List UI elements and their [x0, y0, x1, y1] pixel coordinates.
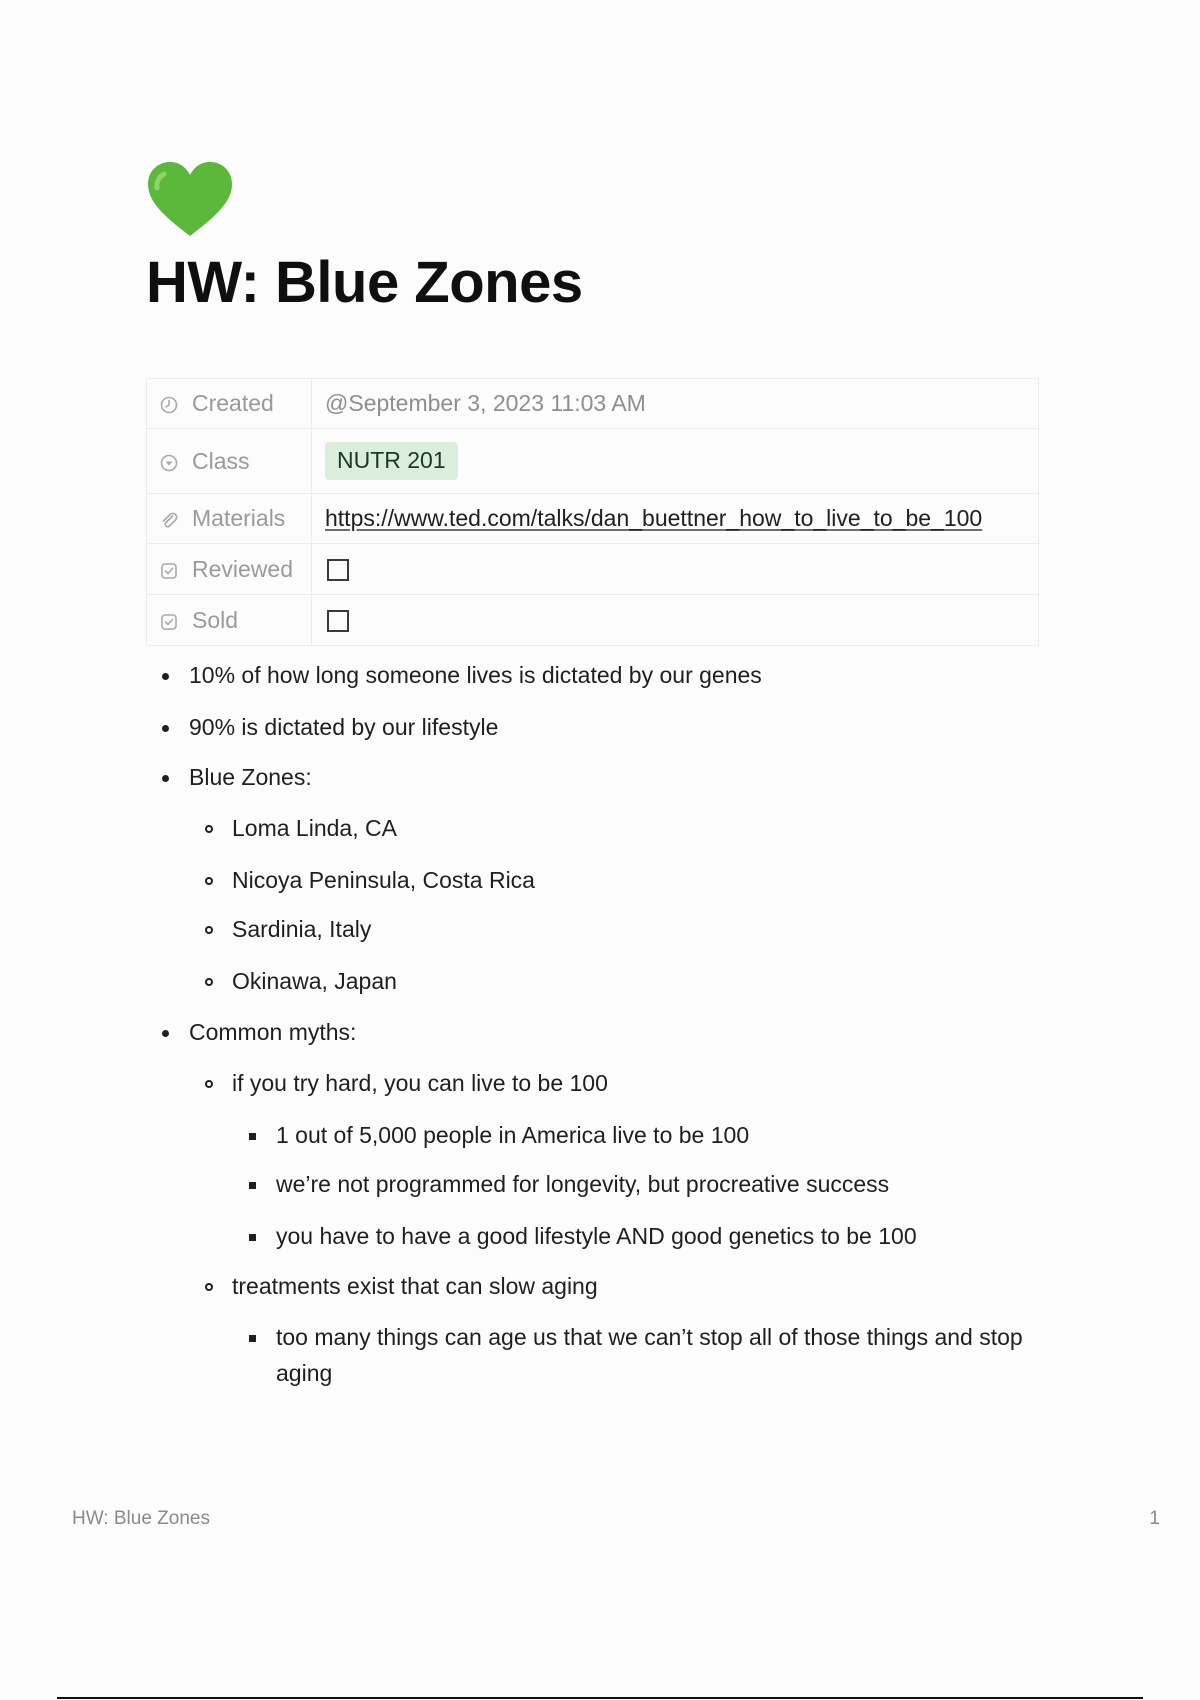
select-icon — [160, 454, 178, 472]
property-row-sold — [147, 595, 1039, 646]
bullet-circle — [205, 926, 213, 934]
created-value[interactable]: @September 3, 2023 11:03 AM — [312, 379, 1039, 429]
clock-icon — [160, 396, 178, 414]
property-label-class: Class — [192, 447, 250, 474]
bullet-circle — [205, 978, 213, 986]
bullet-square — [249, 1335, 256, 1342]
bullet-disc — [162, 673, 169, 680]
property-row-reviewed — [147, 544, 1039, 595]
property-row-class — [147, 429, 1039, 494]
bullet-circle — [205, 825, 213, 833]
bullet-circle — [205, 1283, 213, 1291]
footer-title: HW: Blue Zones — [72, 1508, 210, 1529]
property-label-created: Created — [192, 390, 274, 416]
property-row-materials — [147, 494, 1039, 544]
property-label-sold: Sold — [192, 606, 239, 633]
class-tag[interactable]: NUTR 201 — [325, 442, 458, 480]
bullet-disc — [162, 1030, 169, 1037]
materials-link[interactable]: https://www.ted.com/talks/dan_buettner_how_to_live_to_be_100 — [325, 505, 983, 531]
green-heart-icon — [146, 160, 234, 238]
checkbox-icon — [160, 562, 178, 580]
property-label-materials: Materials — [192, 505, 286, 531]
property-label-reviewed: Reviewed — [192, 555, 293, 582]
paperclip-icon — [160, 511, 178, 529]
page-number: 1 — [1149, 1508, 1160, 1529]
bullet-square — [249, 1182, 256, 1189]
reviewed-checkbox[interactable] — [327, 559, 349, 581]
bullet-square — [249, 1133, 256, 1140]
sold-checkbox[interactable] — [327, 610, 349, 632]
checkbox-icon — [160, 613, 178, 631]
bullet-circle — [205, 877, 213, 885]
properties-table — [146, 378, 1039, 646]
bullet-disc — [162, 725, 169, 732]
bullet-square — [249, 1234, 256, 1241]
page-divider — [57, 1697, 1143, 1699]
bullet-disc — [162, 775, 169, 782]
property-row-created — [147, 379, 1039, 429]
page-title: HW: Blue Zones — [146, 250, 583, 315]
bullet-circle — [205, 1080, 213, 1088]
